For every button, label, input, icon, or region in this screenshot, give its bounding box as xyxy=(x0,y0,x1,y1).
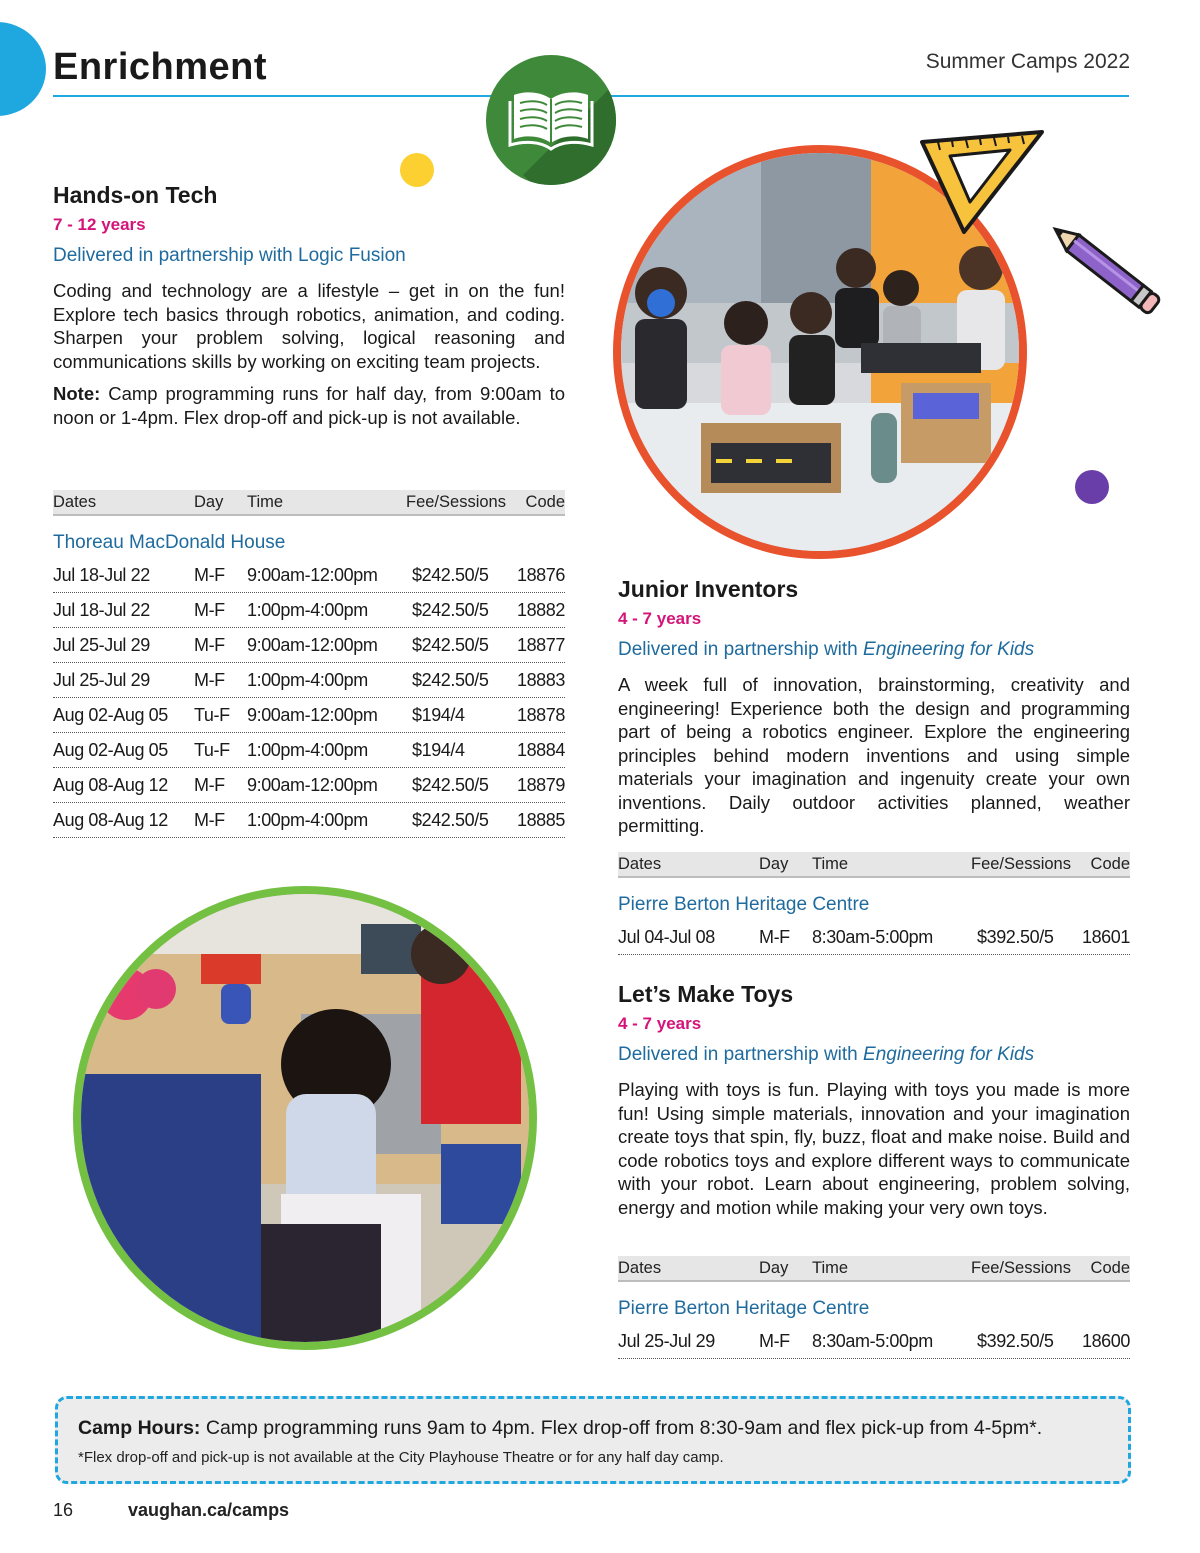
header-dates: Dates xyxy=(618,1258,662,1277)
schedule-row xyxy=(53,698,565,733)
row-fee: $242.50/5 xyxy=(411,564,489,585)
page-number: 16 xyxy=(53,1500,74,1520)
age-range: 4 - 7 years xyxy=(618,609,702,628)
table-header xyxy=(618,1256,1130,1282)
row-code: 18885 xyxy=(516,809,566,830)
row-code: 18601 xyxy=(1081,926,1131,947)
header-fee: Fee/Sessions xyxy=(406,492,506,511)
row-fee: $242.50/5 xyxy=(411,809,489,830)
header-time: Time xyxy=(247,492,284,511)
header-day: Day xyxy=(759,854,789,873)
row-day: M-F xyxy=(193,634,225,655)
row-day: M-F xyxy=(193,669,225,690)
row-day: M-F xyxy=(193,599,225,620)
row-fee: $242.50/5 xyxy=(411,669,489,690)
header-code: Code xyxy=(525,492,565,511)
camp-hours-box xyxy=(55,1396,1131,1484)
row-dates: Aug 08-Aug 12 xyxy=(53,774,168,795)
header-time: Time xyxy=(812,1258,849,1277)
row-time: 9:00am-12:00pm xyxy=(246,704,378,725)
row-code: 18884 xyxy=(516,739,566,760)
row-day: Tu-F xyxy=(193,739,230,760)
row-fee: $194/4 xyxy=(411,739,465,760)
row-time: 8:30am-5:00pm xyxy=(811,1330,933,1351)
section-title: Hands-on Tech xyxy=(53,182,218,208)
row-dates: Jul 18-Jul 22 xyxy=(53,599,150,620)
header-day: Day xyxy=(759,1258,789,1277)
schedule-row xyxy=(53,663,565,698)
row-dates: Jul 25-Jul 29 xyxy=(53,669,150,690)
schedule-row xyxy=(618,920,1130,955)
lets-make-toys-table xyxy=(618,1256,1130,1359)
page-title: Enrichment xyxy=(53,46,268,88)
row-code: 18878 xyxy=(516,704,566,725)
schedule-row xyxy=(53,628,565,663)
row-fee: $392.50/5 xyxy=(976,1330,1054,1351)
publication-title: Summer Camps 2022 xyxy=(925,50,1130,73)
row-time: 1:00pm-4:00pm xyxy=(246,599,368,620)
partner-line: Delivered in partnership with Logic Fusion xyxy=(53,245,406,266)
row-time: 8:30am-5:00pm xyxy=(811,926,933,947)
header-day: Day xyxy=(194,492,224,511)
row-day: M-F xyxy=(193,774,225,795)
row-fee: $242.50/5 xyxy=(411,774,489,795)
description: A week full of innovation, brainstorming, creativity and engineering! Experience both the design and programming part of being a robotics engineer. Explore the engineering principles behind modern inventions and using simple materials your imagination and ingenuity create your own inventions. Daily outdoor activities planned, weather permitting. xyxy=(618,674,1130,836)
header-dates: Dates xyxy=(53,492,97,511)
row-time: 9:00am-12:00pm xyxy=(246,564,378,585)
row-fee: $242.50/5 xyxy=(411,634,489,655)
location-name: Pierre Berton Heritage Centre xyxy=(618,894,870,915)
row-day: M-F xyxy=(758,1330,790,1351)
section-title: Junior Inventors xyxy=(618,576,799,602)
junior-inventors-section xyxy=(618,576,1130,838)
row-dates: Jul 18-Jul 22 xyxy=(53,564,150,585)
lets-make-toys-section xyxy=(618,981,1130,1219)
row-code: 18882 xyxy=(516,599,566,620)
row-code: 18600 xyxy=(1081,1330,1131,1351)
schedule-row xyxy=(53,733,565,768)
location-name: Pierre Berton Heritage Centre xyxy=(618,1298,870,1319)
row-code: 18883 xyxy=(516,669,566,690)
header-code: Code xyxy=(1090,854,1130,873)
camp-hours-footnote: *Flex drop-off and pick-up is not available at the City Playhouse Theatre or for any half day camp. xyxy=(78,1449,724,1466)
header-dates: Dates xyxy=(618,854,662,873)
blue-corner-tab xyxy=(0,22,46,116)
hands-on-tech-table xyxy=(53,490,565,838)
row-day: Tu-F xyxy=(193,704,230,725)
pencil-icon xyxy=(1040,208,1170,333)
purple-dot-decoration xyxy=(1075,470,1109,504)
row-time: 1:00pm-4:00pm xyxy=(246,669,368,690)
row-day: M-F xyxy=(193,564,225,585)
schedule-row xyxy=(618,1324,1130,1359)
schedule-row xyxy=(53,803,565,838)
partner-line: Delivered in partnership with Engineering for Kids xyxy=(618,1044,1035,1065)
triangle-ruler-icon xyxy=(918,128,1048,243)
schedule-row xyxy=(53,593,565,628)
row-code: 18876 xyxy=(516,564,566,585)
row-code: 18879 xyxy=(516,774,566,795)
row-dates: Jul 25-Jul 29 xyxy=(53,634,150,655)
section-title: Let’s Make Toys xyxy=(618,981,794,1007)
description: Playing with toys is fun. Playing with toys you made is more fun! Using simple materials, innovation and your imagination create toys that spin, fly, buzz, float and make noise. Build and code robotics toys and explore different ways to communicate with your robot. Learn about engineering, problem solving, energy and motion while making your very own toys. xyxy=(618,1079,1130,1218)
header-fee: Fee/Sessions xyxy=(971,1258,1071,1277)
junior-inventors-table xyxy=(618,852,1130,955)
location-name: Thoreau MacDonald House xyxy=(53,532,286,553)
row-dates: Aug 02-Aug 05 xyxy=(53,739,168,760)
row-time: 1:00pm-4:00pm xyxy=(246,809,368,830)
row-code: 18877 xyxy=(516,634,566,655)
header-time: Time xyxy=(812,854,849,873)
description: Coding and technology are a lifestyle – get in on the fun! Explore tech basics through robotics, animation, and coding. Sharpen your problem solving, logical reasoning and communications skills by working on exciting team projects. xyxy=(53,280,565,372)
row-dates: Jul 25-Jul 29 xyxy=(618,1330,715,1351)
row-fee: $194/4 xyxy=(411,704,465,725)
row-day: M-F xyxy=(758,926,790,947)
row-dates: Aug 02-Aug 05 xyxy=(53,704,168,725)
open-book-icon xyxy=(486,55,616,185)
hands-on-tech-section xyxy=(53,182,565,429)
row-fee: $392.50/5 xyxy=(976,926,1054,947)
hands-on-tech-photo xyxy=(73,886,537,1350)
table-header xyxy=(618,852,1130,878)
partner-line: Delivered in partnership with Engineering for Kids xyxy=(618,639,1035,660)
note: Note: Camp programming runs for half day, from 9:00am to noon or 1-4pm. Flex drop-off and pick-up is not available. xyxy=(53,383,565,428)
row-time: 1:00pm-4:00pm xyxy=(246,739,368,760)
header-code: Code xyxy=(1090,1258,1130,1277)
row-time: 9:00am-12:00pm xyxy=(246,634,378,655)
row-dates: Jul 04-Jul 08 xyxy=(618,926,715,947)
footer-url[interactable]: vaughan.ca/camps xyxy=(128,1500,290,1520)
row-day: M-F xyxy=(193,809,225,830)
camp-hours-text: Camp Hours: Camp programming runs 9am to 4pm. Flex drop-off from 8:30-9am and flex pick-up from 4-5pm*. xyxy=(78,1417,1043,1439)
row-dates: Aug 08-Aug 12 xyxy=(53,809,168,830)
age-range: 4 - 7 years xyxy=(618,1014,702,1033)
age-range: 7 - 12 years xyxy=(53,215,146,234)
table-header xyxy=(53,490,565,516)
row-time: 9:00am-12:00pm xyxy=(246,774,378,795)
schedule-row xyxy=(53,558,565,593)
row-fee: $242.50/5 xyxy=(411,599,489,620)
header-fee: Fee/Sessions xyxy=(971,854,1071,873)
schedule-row xyxy=(53,768,565,803)
